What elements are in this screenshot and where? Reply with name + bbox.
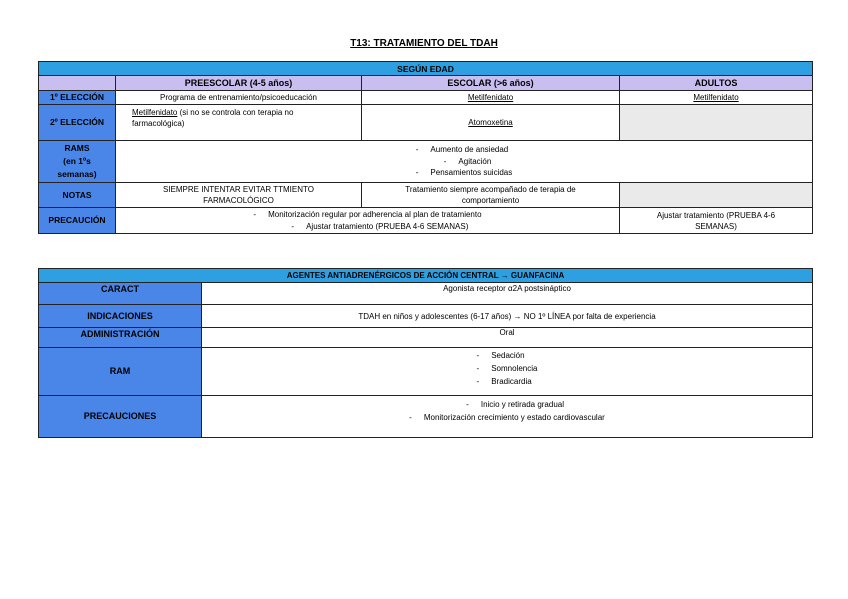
precauciones-list (409, 398, 605, 424)
cell-primera-preescolar: Programa de entrenamiento/psicoeducación (116, 91, 362, 105)
cell-notas-escolar: Tratamiento siempre acompañado de terapia de comportamiento (362, 183, 620, 208)
cell-precaucion-adultos: Ajustar tratamiento (PRUEBA 4-6 SEMANAS) (620, 208, 813, 234)
cell-ram-list (202, 348, 813, 396)
corner-cell (39, 76, 116, 91)
list-item: - Pensamientos suicidas (416, 167, 513, 179)
row-label-ram: RAM (39, 348, 202, 396)
row-label-indicaciones: INDICACIONES (39, 305, 202, 328)
treatment-by-age-table (38, 61, 813, 234)
row-label-precaucion: PRECAUCIÓN (39, 208, 116, 234)
metilfenidato-link-text: Metilfenidato (132, 108, 178, 117)
row-label-caract: CARACT (39, 283, 202, 305)
list-item: - Monitorización crecimiento y estado cardiovascular (409, 411, 605, 424)
list-item: - Somnolencia (477, 362, 538, 375)
cell-rams-list (116, 141, 813, 183)
list-item: - Aumento de ansiedad (416, 144, 513, 156)
rams-label-line3: semanas) (57, 169, 97, 179)
cell-primera-adultos: Metilfenidato (620, 91, 813, 105)
list-item: - Bradicardia (477, 375, 538, 388)
table-header: SEGÚN EDAD (39, 62, 813, 76)
rams-label-line2: (en 1ºs (63, 156, 91, 166)
row-label-rams (39, 141, 116, 183)
cell-administracion: Oral (202, 328, 813, 348)
cell-notas-preescolar: SIEMPRE INTENTAR EVITAR TTMIENTO FARMACOLÓGICO (116, 183, 362, 208)
ram-list (477, 349, 538, 388)
rams-list (416, 144, 513, 179)
cell-precaucion-list (116, 208, 620, 234)
cell-segunda-adultos-empty (620, 105, 813, 141)
column-header-adultos: ADULTOS (620, 76, 813, 91)
row-label-precauciones: PRECAUCIONES (39, 396, 202, 438)
column-header-escolar: ESCOLAR (>6 años) (362, 76, 620, 91)
row-label-notas: NOTAS (39, 183, 116, 208)
row-label-segunda-eleccion: 2º ELECCIÓN (39, 105, 116, 141)
list-item: - Inicio y retirada gradual (409, 398, 605, 411)
column-header-preescolar: PREESCOLAR (4-5 años) (116, 76, 362, 91)
cell-primera-escolar: Metilfenidato (362, 91, 620, 105)
cell-segunda-preescolar (116, 105, 362, 141)
row-label-administracion: ADMINISTRACIÓN (39, 328, 202, 348)
row-label-primera-eleccion: 1º ELECCIÓN (39, 91, 116, 105)
list-item: - Agitación (416, 156, 513, 168)
rams-label-line1: RAMS (64, 143, 90, 153)
page-title: T13: TRATAMIENTO DEL TDAH (350, 38, 498, 49)
precaucion-list (253, 209, 481, 232)
cell-segunda-escolar: Atomoxetina (362, 105, 620, 141)
table-header: AGENTES ANTIADRENÉRGICOS DE ACCIÓN CENTRAL → GUANFACINA (39, 269, 813, 283)
segunda-preescolar-note: (si no se controla con terapia no farmacológica) (132, 108, 294, 128)
cell-notas-adultos-empty (620, 183, 813, 208)
cell-caract: Agonista receptor α2A postsináptico (202, 283, 813, 305)
guanfacina-table (38, 268, 813, 438)
list-item: - Monitorización regular por adherencia al plan de tratamiento (253, 209, 481, 221)
list-item: - Ajustar tratamiento (PRUEBA 4-6 SEMANAS) (253, 221, 481, 233)
list-item: - Sedación (477, 349, 538, 362)
cell-indicaciones: TDAH en niños y adolescentes (6-17 años) → NO 1º LÍNEA por falta de experiencia (202, 305, 813, 328)
cell-precauciones-list (202, 396, 813, 438)
